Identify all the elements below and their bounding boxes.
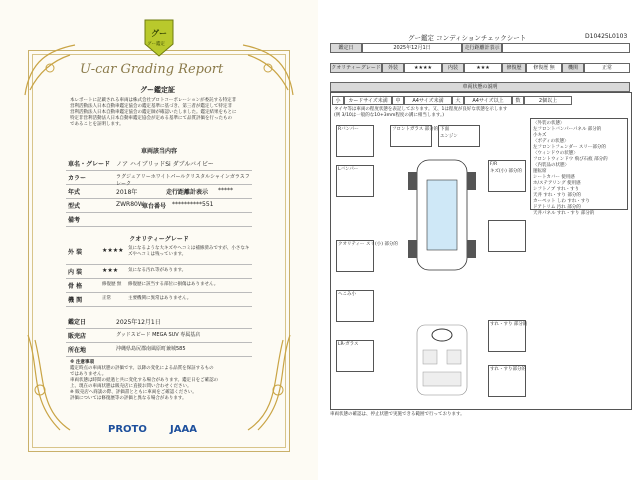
- side-note: シフトノブ すれ・すり: [533, 187, 580, 192]
- row-key: 鑑定日: [68, 319, 87, 326]
- engine-label: 機関: [562, 63, 584, 73]
- repair-value: 修復歴 無: [526, 63, 562, 73]
- notes: [70, 360, 260, 402]
- grading-certificate: [0, 0, 318, 480]
- proto-logo: [108, 424, 147, 435]
- row-value: 2025年12月1日: [116, 319, 161, 326]
- goo-badge: [142, 18, 176, 58]
- repair-label: 修復歴: [502, 63, 526, 73]
- mileage-label: 走行距離計表示: [166, 189, 209, 196]
- frame-number-label: 車台番号: [142, 203, 167, 210]
- corner-ornament-top-left: [20, 40, 80, 100]
- diagram-label: ヘこみ小: [338, 292, 356, 297]
- row-key: 型式: [68, 203, 81, 210]
- diagram-label: クオリティー スリ(小) 部分的: [338, 242, 398, 247]
- notes-title: ※ 注意事項: [70, 360, 94, 365]
- side-note: カーペット しわ すれ・すり: [533, 199, 590, 204]
- row-key: 備考: [68, 217, 81, 224]
- quality-label: クオリティーグレード: [331, 65, 381, 71]
- side-note: シートカバー 使用感: [533, 175, 575, 180]
- quality-row-engine: [66, 292, 252, 307]
- side-notes-title: 〈外装の状態〉: [533, 121, 565, 126]
- frame-number-value: **********551: [172, 201, 214, 208]
- diagram-label: エンジン: [440, 134, 458, 139]
- row-key: 年式: [68, 189, 81, 196]
- label-box-lr: [488, 220, 526, 252]
- ext-stars: ★★★★: [404, 63, 442, 73]
- diagram-label: 下面: [440, 127, 449, 132]
- size-desc: カードサイズ未満: [344, 96, 392, 105]
- jaaa-logo: [170, 424, 197, 435]
- diagram-label: Lバンパー: [338, 167, 359, 172]
- repair-history: 修復歴 無: [102, 282, 122, 287]
- row-value: グッドスピード MEGA SUV 専属基店: [116, 332, 201, 338]
- certificate-title: グー鑑定証: [140, 86, 175, 94]
- intro-line: 営利活動法人日本自動車鑑定協会の鑑定基準に基づき、第三者が鑑定して特定非: [70, 104, 232, 109]
- side-note: 左フロントバンパーパネル 部分的: [533, 127, 602, 132]
- dealer-row: [66, 328, 252, 343]
- engine-value: 正常: [584, 63, 630, 73]
- quality-section-heading: クオリティーグレード: [129, 236, 189, 243]
- side-note: 〈ウィンドウの状態〉: [533, 151, 578, 156]
- date-label: 鑑定日: [330, 43, 362, 53]
- script-title: U-car Grading Report: [80, 62, 224, 77]
- size-key: 数: [512, 96, 524, 105]
- car-interior-view: [407, 320, 477, 400]
- row-key: カラー: [68, 175, 87, 182]
- size-desc: A4サイズ未満: [404, 96, 452, 105]
- engine-status: 正常: [102, 296, 111, 301]
- side-note: 小キズ: [533, 133, 547, 138]
- note-line: 上、現在の車両状態は販売店に直接お問い合わせください。: [70, 384, 192, 389]
- row-key: 所在地: [68, 347, 87, 354]
- diagram-label: Rバンパー: [338, 127, 359, 132]
- size-key: 小: [332, 96, 344, 105]
- exterior-stars: ★★★★: [102, 247, 124, 254]
- row-value: ZWR80W: [116, 201, 144, 208]
- corner-ornament-top-right: [238, 40, 298, 100]
- proto-logo-text: PROTO: [108, 424, 147, 435]
- vehicle-row-year: [66, 184, 252, 199]
- quality-row-interior: [66, 264, 252, 279]
- side-note: 〈内装品の状態〉: [533, 163, 569, 168]
- intro-line: 特定非営利活動法人日本自動車鑑定協会が定める基準にて品質評価を行ったもの: [70, 116, 232, 121]
- side-notes: [533, 121, 608, 217]
- side-note: 左フロントフェンダー スリー部分的: [533, 145, 606, 150]
- interior-stars: ★★★: [102, 267, 119, 274]
- car-top-view: [382, 150, 502, 280]
- size-desc: 2個以上: [524, 96, 572, 105]
- side-note: ドアトリム 汚れ 部分的: [533, 205, 581, 210]
- row-key: 内 装: [68, 269, 83, 276]
- mileage-value: [502, 43, 630, 53]
- diagram-title: 車両状態の説明: [330, 82, 630, 92]
- side-note: ホ/ステアリング 使用感: [533, 181, 581, 186]
- note-line: ※ 販売店へ商談の際、評価書とともに車両をご確認ください。: [70, 390, 197, 395]
- row-key: 機 関: [68, 297, 83, 304]
- intro-line: であることを証明します。: [70, 122, 124, 127]
- side-note: 〈ボディの状態〉: [533, 139, 569, 144]
- mileage-value: *****: [218, 187, 233, 194]
- cert-date-row: [66, 314, 252, 329]
- legend-line: タイヤ等は車両の程度状態を表記しております。又、1は程度が良好な状態を示します: [334, 107, 508, 112]
- row-value: 2018年: [116, 189, 138, 196]
- mileage-label: 走行距離計表示: [462, 43, 502, 53]
- footer-note: 車両状態の確認は、停止状態で実施できる範囲で行っております。: [330, 412, 465, 417]
- int-stars: ★★★: [464, 63, 502, 73]
- vehicle-section-heading: 車両該当内容: [140, 148, 177, 155]
- condition-check-sheet: [320, 0, 640, 480]
- address-row: [66, 342, 252, 357]
- row-key: 車名・グレード: [68, 161, 111, 168]
- row-value: ラグジュアリーホワイトパールクリスタルシャインガラスフレーク: [116, 174, 250, 187]
- side-note: 天井 すれ・すり 部分的: [533, 193, 581, 198]
- diagram-label: キズ(小) 部分的: [490, 169, 522, 174]
- sheet-title: グー鑑定 コンディションチェックシート: [408, 34, 527, 42]
- note-line: 評価については修復歴等の評価と異なる場合があります。: [70, 396, 187, 401]
- note-line: 車両状態は時間の経過と共に変化する場合があります。鑑定日をご確認の: [70, 378, 219, 383]
- row-key: 外 装: [68, 249, 83, 256]
- side-note: 天井パネル すれ・すり 部分的: [533, 211, 595, 216]
- size-key: 中: [392, 96, 404, 105]
- row-key: 販売店: [68, 333, 87, 340]
- row-desc: 修復歴に該当する部位に損傷はありません。: [128, 282, 219, 287]
- row-desc: 気になるような大キズやヘコミは補修済みですが、小さなキズやヘコミは残っています。: [128, 246, 250, 257]
- svg-text:グー: グー: [151, 29, 167, 38]
- row-desc: 主要機関に異常はありません。: [128, 296, 192, 301]
- ext-label: 外装: [382, 63, 404, 73]
- intro-paragraph: [70, 98, 260, 128]
- side-note: 運転席: [533, 169, 547, 174]
- side-note: フロントウィンドウ 飛び石痕 部分的: [533, 157, 608, 162]
- quality-row-frame: [66, 278, 252, 293]
- vehicle-row-model: [66, 198, 252, 213]
- int-label: 内装: [442, 63, 464, 73]
- diagram-label: フロントガラス 部分的: [392, 127, 439, 132]
- diagram-label: すれ・すり部分的: [490, 367, 526, 372]
- vehicle-row-color: [66, 170, 252, 185]
- jaaa-logo-text: JAAA: [170, 424, 197, 435]
- note-line: ではありません。: [70, 372, 107, 377]
- intro-line: 本レポートに記載される車両は株式会社プロトコーポレーションが委託する特定非: [70, 98, 237, 103]
- vehicle-row-name: [66, 156, 252, 171]
- size-key: 大: [452, 96, 464, 105]
- quality-row-exterior: [66, 244, 252, 265]
- diagram-label: LR-ガラス: [338, 342, 359, 347]
- note-line: 鑑定時点の車両状態の評価です。以降の変化による品質を保証するもの: [70, 366, 214, 371]
- vehicle-row-remarks: [66, 212, 252, 227]
- row-value: ノア ハイブリッドSi ダブルバイビー: [116, 161, 214, 168]
- diagram-label: F/R: [490, 162, 498, 167]
- size-legend: [332, 96, 572, 105]
- document-id: D10425L0103: [585, 33, 628, 40]
- size-desc: A4サイズ以上: [464, 96, 512, 105]
- intro-line: 営利活動法人日本自動車鑑定協会の鑑定師が確認いたしました。鑑定結果をもとに: [70, 110, 237, 115]
- row-desc: 気になる汚れ等があります。: [128, 268, 187, 273]
- badge-label: グー鑑定: [147, 42, 165, 47]
- legend-line: (例 3/10は一般的な10+3mm程度の溝に相当します。): [334, 113, 445, 118]
- row-value: 沖縄県島尻郡南風原町兼城585: [116, 346, 186, 352]
- row-key: 骨 格: [68, 283, 83, 290]
- date-value: 2025年12月1日: [362, 43, 462, 53]
- diagram-label: すれ・すり 部分的: [490, 322, 528, 327]
